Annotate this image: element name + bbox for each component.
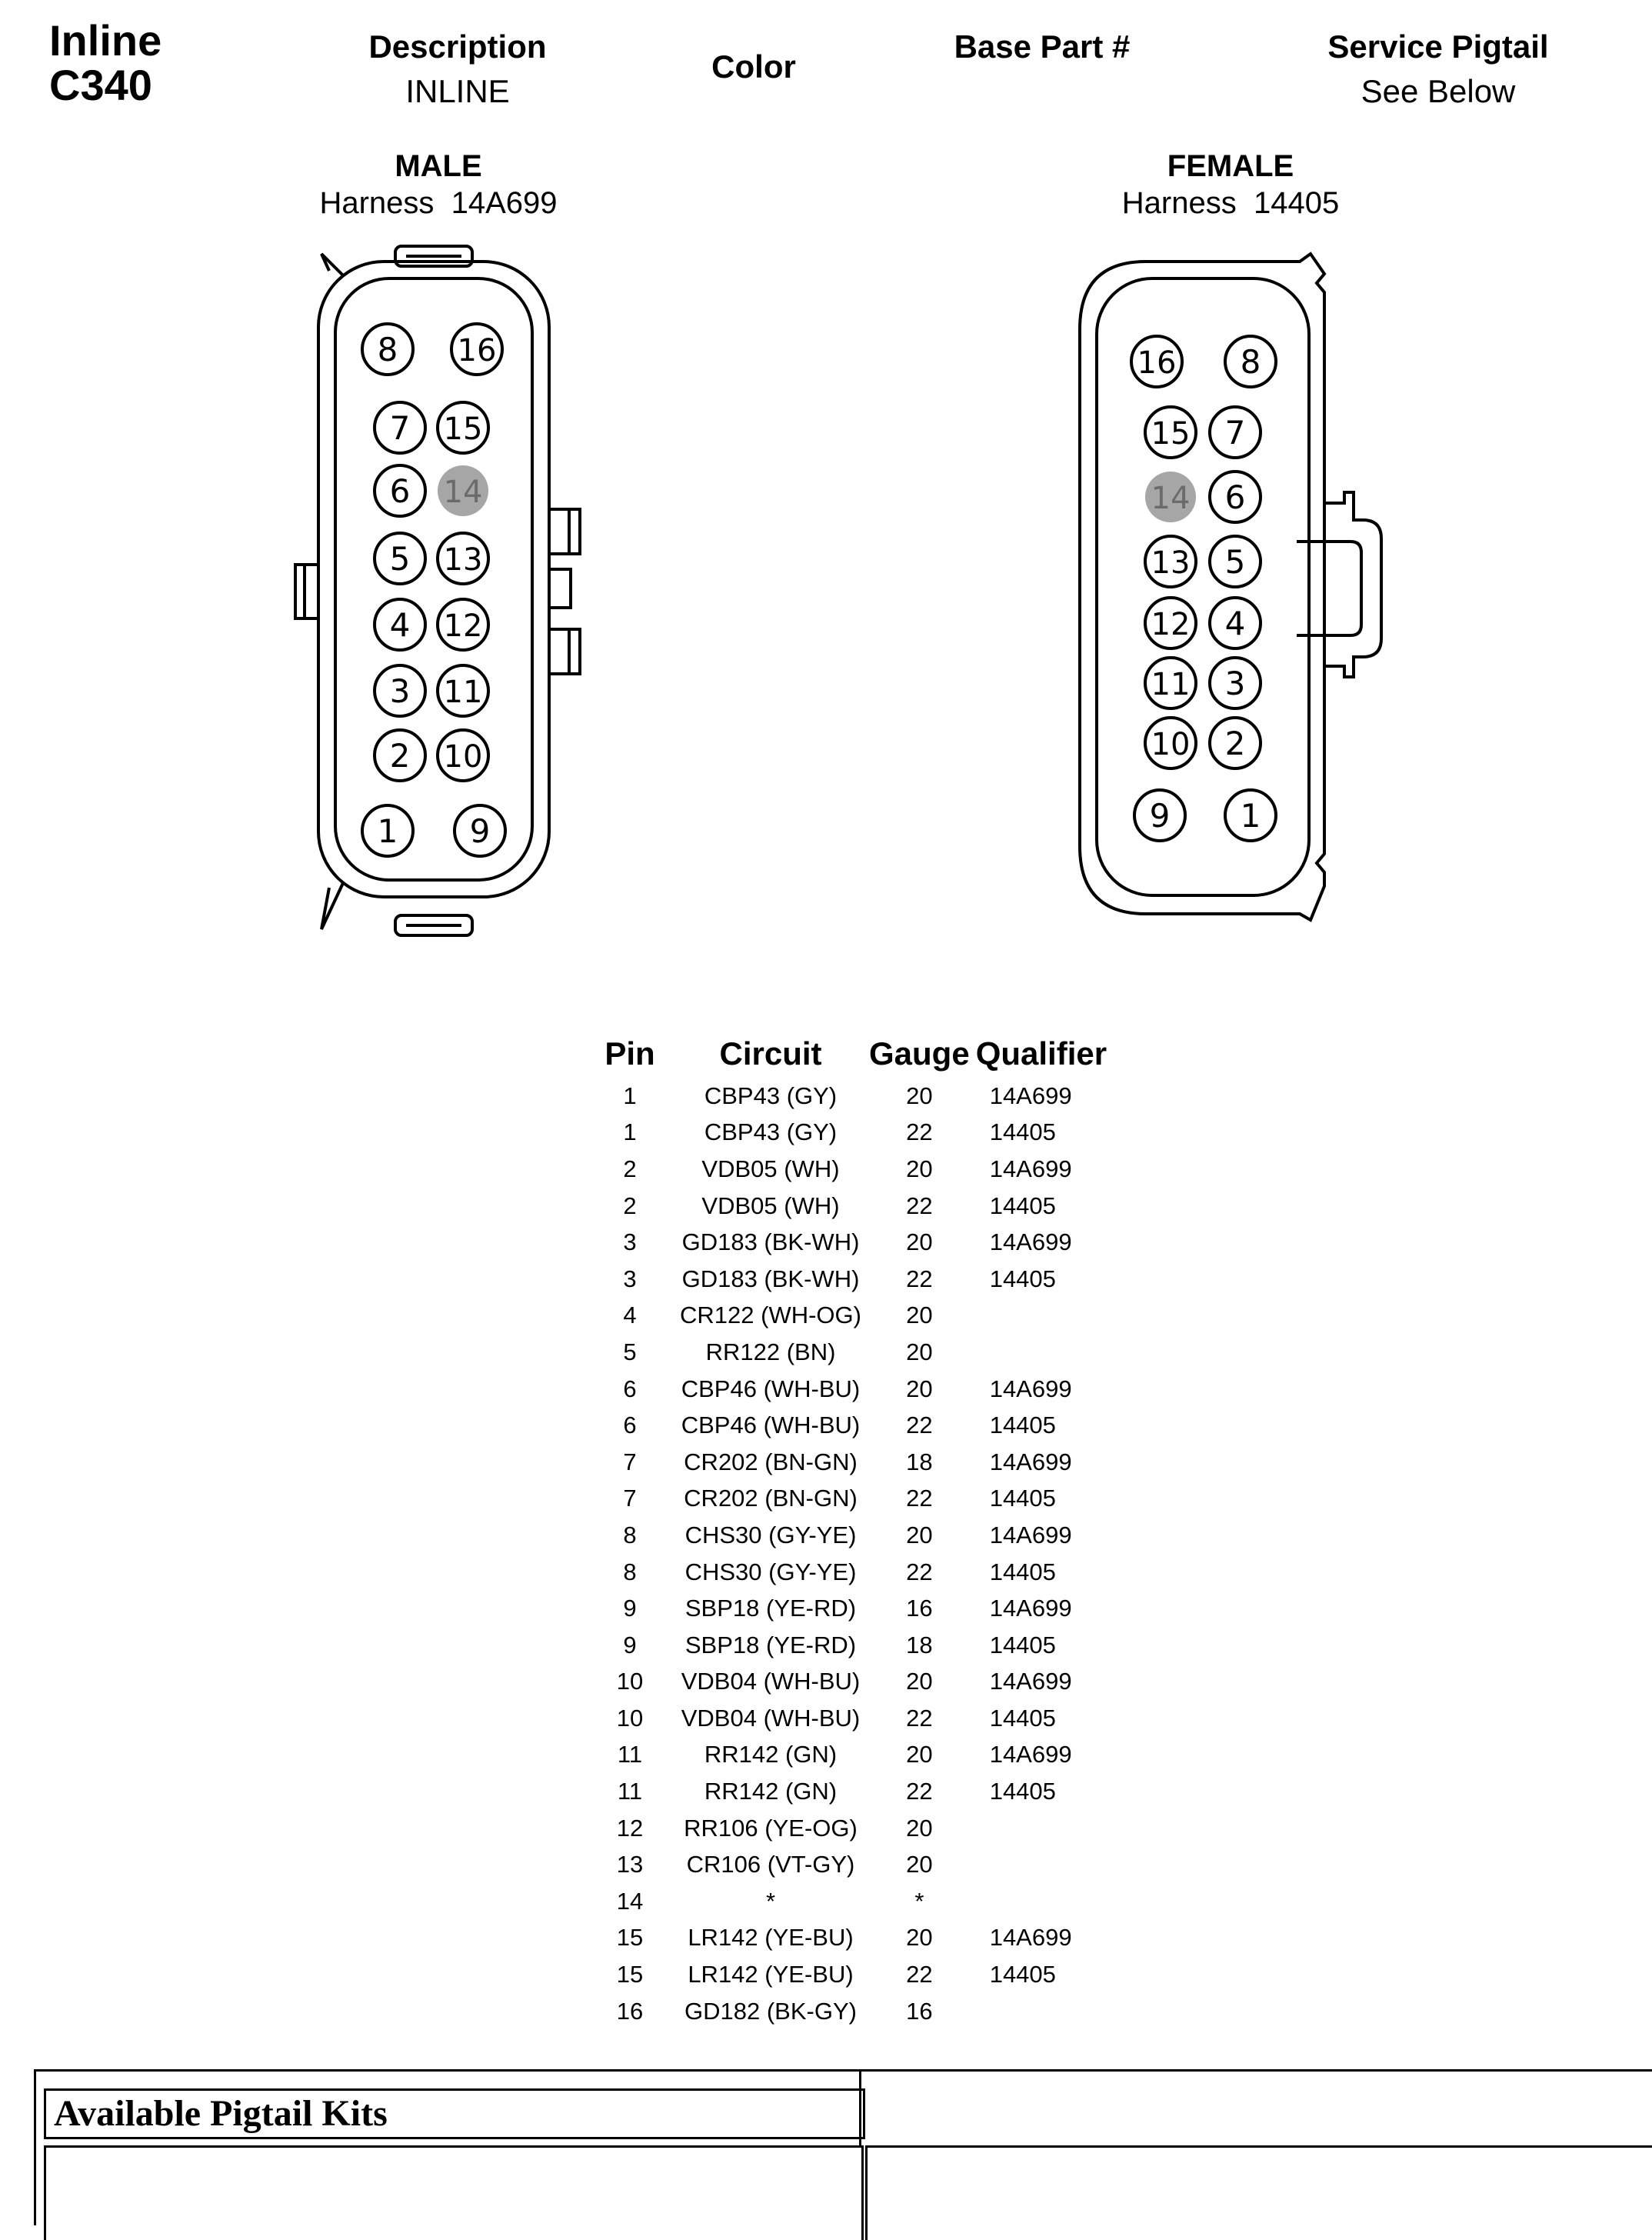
header-qualifier: Qualifier [975,1035,1107,1072]
qualifier-cell: 14405 [989,1412,1056,1439]
table-row [585,1664,1110,1701]
male-pin-label: 15 [443,412,483,447]
qualifier-cell: 14405 [989,1265,1056,1292]
pin-cell: 6 [623,1412,637,1439]
circuit-cell: VDB05 (WH) [701,1155,840,1182]
female-pin-label: 9 [1149,797,1171,835]
circuit-cell: CBP46 (WH-BU) [681,1375,861,1402]
female-pin-label: 11 [1151,667,1191,702]
qualifier-cell [973,1993,1110,2030]
table-row [585,1444,1110,1481]
pin-cell: 2 [623,1192,637,1219]
pin-cell: 12 [616,1814,644,1842]
table-row [585,1517,1110,1554]
pin-cell: 3 [623,1228,637,1256]
gauge-cell: 22 [906,1265,933,1292]
gauge-cell: 20 [906,1668,933,1695]
gauge-cell: * [914,1887,924,1915]
pin-cell: 15 [616,1924,644,1952]
pigtail-kits-cell-left [44,2145,864,2240]
female-pin-13 [1145,536,1196,587]
female-pin-label: 1 [1240,797,1261,835]
female-pin-label: 13 [1151,545,1191,581]
title-line-1: Inline [49,16,162,65]
male-harness: Harness 14A699 [319,186,558,220]
gauge-cell: 18 [906,1448,933,1475]
female-pin-3 [1210,658,1261,708]
male-pin-label: 5 [389,540,411,578]
male-pin-9 [455,805,505,856]
pin-cell: 9 [623,1595,637,1622]
male-pin-12 [438,599,488,650]
table-row [585,1956,1110,1993]
male-pin-label: 11 [443,675,483,710]
female-pin-label: 5 [1224,543,1246,581]
female-pin-14 [1145,472,1196,522]
male-pin-10 [438,730,488,781]
gauge-cell: 20 [906,1082,933,1109]
qualifier-cell: 14A699 [989,1082,1072,1109]
female-pin-16 [1131,336,1182,387]
gauge-cell: 16 [906,1997,933,2025]
female-pin-10 [1145,718,1196,768]
male-pin-6 [375,465,425,516]
circuit-cell: LR142 (YE-BU) [688,1961,854,1988]
female-pin-8 [1225,336,1276,387]
description-value: INLINE [405,73,510,109]
male-title: MALE [395,149,482,183]
table-row [585,1627,1110,1664]
table-row [585,1078,1110,1115]
circuit-cell: GD183 (BK-WH) [681,1265,860,1292]
description-label: Description [368,28,547,65]
male-pin-label: 1 [377,812,398,850]
male-pin-13 [438,533,488,584]
qualifier-cell: 14A699 [989,1375,1072,1402]
table-row [585,1188,1110,1225]
table-row [585,1554,1110,1591]
qualifier-cell: 14405 [989,1118,1056,1146]
female-pin-label: 15 [1151,416,1191,452]
gauge-cell: 22 [906,1412,933,1439]
female-pin-9 [1134,790,1185,841]
table-row [585,1993,1110,2030]
pin-cell: 11 [617,1778,643,1805]
qualifier-cell [973,1810,1110,1847]
female-pin-label: 7 [1224,414,1246,452]
qualifier-cell [973,1883,1110,1920]
qualifier-cell [973,1298,1110,1335]
gauge-cell: 22 [906,1192,933,1219]
gauge-cell: 22 [906,1118,933,1146]
female-pin-7 [1210,407,1261,458]
female-inner-shell [1097,278,1309,895]
circuit-cell: CBP43 (GY) [704,1118,838,1146]
circuit-cell: CHS30 (GY-YE) [684,1521,857,1548]
male-pin-15 [438,402,488,453]
gauge-cell: 22 [906,1558,933,1585]
pin-cell: 7 [623,1485,637,1512]
gauge-cell: 18 [906,1631,933,1658]
service-pigtail-value: See Below [1361,73,1516,109]
female-pin-5 [1210,536,1261,587]
pin-cell: 9 [623,1631,637,1658]
circuit-cell: SBP18 (YE-RD) [684,1595,857,1622]
circuit-cell: RR122 (BN) [705,1338,836,1365]
table-row [585,1371,1110,1408]
circuit-cell: LR142 (YE-BU) [688,1924,854,1952]
pin-cell: 13 [616,1851,644,1878]
female-pin-11 [1145,658,1196,708]
table-row [585,1700,1110,1737]
table-row [585,1298,1110,1335]
pin-cell: 1 [623,1082,637,1109]
service-pigtail-label: Service Pigtail [1327,28,1549,65]
pigtail-kits-title: Available Pigtail Kits [44,2088,865,2139]
male-pin-label: 4 [389,606,411,644]
qualifier-cell: 14A699 [989,1521,1072,1548]
male-pin-7 [375,402,425,453]
male-pin-5 [375,533,425,584]
qualifier-cell: 14A699 [989,1741,1072,1768]
female-pin-label: 4 [1224,605,1246,642]
table-row [585,1590,1110,1627]
header-circuit: Circuit [719,1035,822,1072]
male-pin-3 [375,665,425,716]
qualifier-cell: 14405 [989,1961,1056,1988]
circuit-cell: RR106 (YE-OG) [684,1814,858,1842]
circuit-cell: CR202 (BN-GN) [684,1448,858,1475]
pin-cell: 11 [617,1741,643,1768]
female-outer-shell [1080,254,1324,920]
qualifier-cell: 14A699 [989,1668,1072,1695]
table-row [585,1407,1110,1444]
male-pin-label: 14 [443,475,483,510]
pin-cell: 4 [623,1302,637,1329]
female-pin-4 [1210,598,1261,648]
pin-cell: 10 [616,1704,644,1732]
pin-cell: 15 [616,1961,644,1988]
qualifier-cell: 14A699 [989,1448,1072,1475]
male-pin-label: 6 [389,472,411,510]
female-pin-label: 2 [1224,725,1246,762]
pin-cell: 6 [623,1375,637,1402]
circuit-cell: GD183 (BK-WH) [681,1228,860,1256]
table-row [585,1115,1110,1152]
circuit-cell: VDB04 (WH-BU) [681,1668,861,1695]
gauge-cell: 22 [906,1485,933,1512]
gauge-cell: 20 [906,1338,933,1365]
pin-cell: 14 [616,1887,644,1915]
female-right-latch [1324,492,1381,677]
pigtail-kits-divider [859,2072,861,2145]
female-pin-1 [1225,790,1276,841]
female-pin-label: 14 [1151,481,1191,516]
male-inner-shell [335,278,532,880]
title-line-2: C340 [49,61,152,109]
gauge-cell: 20 [906,1851,933,1878]
table-row [585,1810,1110,1847]
circuit-cell: CR106 (VT-GY) [686,1851,855,1878]
pin-table-header-row [585,1035,1110,1078]
gauge-cell: 20 [906,1521,933,1548]
female-pin-label: 10 [1151,727,1191,762]
pin-cell: 8 [623,1521,637,1548]
female-pin-label: 12 [1151,607,1191,642]
qualifier-cell [973,1334,1110,1371]
male-pin-2 [375,730,425,781]
table-row [585,1883,1110,1920]
male-pin-1 [362,805,413,856]
male-pin-4 [375,599,425,650]
qualifier-cell: 14A699 [989,1155,1072,1182]
header-gauge: Gauge [869,1035,970,1072]
pin-cell: 2 [623,1155,637,1182]
male-pin-label: 10 [443,739,483,775]
qualifier-cell: 14A699 [989,1924,1072,1952]
table-row [585,1737,1110,1774]
gauge-cell: 20 [906,1375,933,1402]
female-harness: Harness 14405 [1121,186,1340,220]
qualifier-cell: 14A699 [989,1228,1072,1256]
qualifier-cell: 14405 [989,1485,1056,1512]
qualifier-cell: 14405 [989,1778,1056,1805]
circuit-cell: VDB05 (WH) [701,1192,840,1219]
male-left-latch [295,565,318,618]
female-pin-label: 6 [1224,478,1246,516]
pin-cell: 10 [616,1668,644,1695]
female-pin-label: 16 [1137,345,1177,381]
male-pin-label: 16 [457,333,497,368]
circuit-cell: CBP46 (WH-BU) [681,1412,861,1439]
gauge-cell: 16 [906,1595,933,1622]
header-pin: Pin [605,1035,655,1072]
gauge-cell: 22 [906,1704,933,1732]
circuit-cell: CR122 (WH-OG) [680,1302,861,1329]
male-connector [295,246,580,935]
circuit-cell: * [765,1887,776,1915]
table-row [585,1481,1110,1518]
male-pin-14 [438,465,488,516]
table-row [585,1261,1110,1298]
table-row [585,1334,1110,1371]
gauge-cell: 22 [906,1778,933,1805]
male-pin-label: 9 [469,812,491,850]
table-row [585,1920,1110,1957]
male-pin-label: 12 [443,608,483,644]
pin-table [585,1035,1110,2029]
pin-cell: 8 [623,1558,637,1585]
base-part-label: Base Part # [954,28,1131,65]
qualifier-cell [973,1846,1110,1883]
connector-diagrams [0,0,1652,985]
pin-layer [362,324,1276,856]
qualifier-cell: 14405 [989,1192,1056,1219]
pin-cell: 7 [623,1448,637,1475]
gauge-cell: 20 [906,1228,933,1256]
female-pin-15 [1145,407,1196,458]
gauge-cell: 20 [906,1302,933,1329]
circuit-cell: CBP43 (GY) [704,1082,838,1109]
table-row [585,1151,1110,1188]
circuit-cell: RR142 (GN) [704,1741,838,1768]
gauge-cell: 22 [906,1961,933,1988]
circuit-cell: CHS30 (GY-YE) [684,1558,857,1585]
male-pin-label: 3 [389,672,411,710]
pin-cell: 5 [623,1338,637,1365]
male-pin-label: 2 [389,737,411,775]
male-pin-label: 13 [443,542,483,578]
table-row [585,1846,1110,1883]
female-pin-12 [1145,598,1196,648]
male-pin-8 [362,324,413,375]
qualifier-cell: 14A699 [989,1595,1072,1622]
qualifier-cell: 14405 [989,1558,1056,1585]
table-row [585,1224,1110,1261]
pigtail-kits-cell-right [865,2145,1652,2240]
circuit-cell: SBP18 (YE-RD) [684,1631,857,1658]
circuit-cell: CR202 (BN-GN) [684,1485,858,1512]
qualifier-cell: 14405 [989,1631,1056,1658]
female-title: FEMALE [1167,149,1294,183]
gauge-cell: 20 [906,1814,933,1842]
male-pin-label: 8 [377,331,398,368]
female-pin-label: 3 [1224,665,1246,702]
male-right-latch-bottom [549,629,580,674]
table-row [585,1773,1110,1810]
male-outer-shell [318,262,549,897]
gauge-cell: 20 [906,1155,933,1182]
female-pin-2 [1210,718,1261,768]
pin-cell: 1 [623,1118,637,1146]
gauge-cell: 20 [906,1741,933,1768]
male-right-latch-top [549,509,580,554]
pin-cell: 16 [616,1997,644,2025]
qualifier-cell: 14405 [989,1704,1056,1732]
color-label: Color [711,48,796,85]
circuit-cell: RR142 (GN) [704,1778,838,1805]
circuit-cell: VDB04 (WH-BU) [681,1704,861,1732]
male-pin-11 [438,665,488,716]
gauge-cell: 20 [906,1924,933,1952]
male-pin-16 [451,324,502,375]
female-pin-label: 8 [1240,343,1261,381]
pigtail-kits-section [34,2069,1652,2225]
circuit-cell: GD182 (BK-GY) [684,1997,857,2025]
pin-cell: 3 [623,1265,637,1292]
female-pin-6 [1210,472,1261,522]
male-pin-label: 7 [389,409,411,447]
